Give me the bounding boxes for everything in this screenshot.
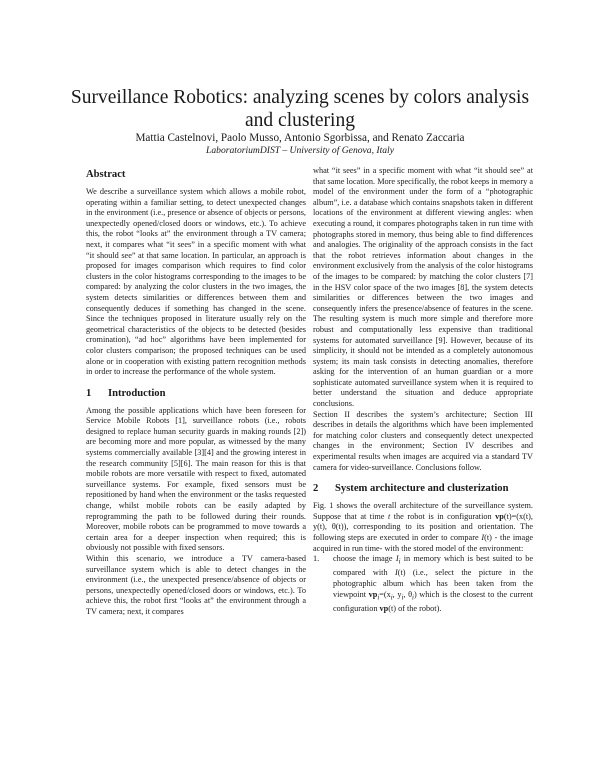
- section-2-number: 2: [313, 483, 319, 495]
- section-1-number: 1: [86, 387, 92, 399]
- intro-paragraph-1: Among the possible applications which have been foreseen for Service Mobile Robots [1], surveillance robots (i.e., robots designed to replace human security guards in making rounds [2]) are becoming more and more popular, as witnessed by the many systems commercially available [3][4] and the growing interest in the research community [5][6]. The main reason for this is that mobile robots are more versatile with respect to fixed, automated surveillance systems. For example, fixed sensors must be repositioned by hand when the environment or the tasks requested change, whilst mobile robots can be easily adapted by reprogramming the path to be followed during their rounds. Moreover, mobile robots can be programmed to move towards a certain area for a deeper inspection when required; this is obviously not possible with fixed sensors.: [86, 405, 306, 553]
- intro-paragraph-3: Section II describes the system’s architecture; Section III describes in details the algorithms which have been implemented for matching color clusters and consequently detect unexpected changes in the environment; Section IV describes and experimental results when images are acquired via a standard TV camera for video-surveillance. Conclusions follow.: [313, 409, 533, 472]
- section-2-paragraph-1: Fig. 1 shows the overall architecture of the surveillance system. Suppose that at time t the robot is in configuration vp(t)=(x(t), y(t), θ(t)), corresponding to its position and orientation. The following steps are executed in order to compare I(t) - the image acquired in run time- with the stored model of the environment:: [313, 501, 533, 553]
- abstract-heading: Abstract: [86, 169, 126, 180]
- right-column: [313, 166, 533, 614]
- section-1-heading: [86, 387, 306, 400]
- section-2-title: System architecture and clusterization: [335, 483, 509, 495]
- list-item: 1. choose the image $I_i$ in memory which is best suited to be compared with I(t) (i.e., select the picture in the photographic album which has been taken from the viewpoint $vp_i=(x_i$, $y_i$, $\theta_i$) which is the closest to the current configuration vp(t) of the robot).: [313, 554, 534, 613]
- abstract-text: We describe a surveillance system which allows a mobile robot, operating within a familiar setting, to detect unexpected changes in the environment (i.e., presence or absence of objects or persons, unexpectedly opened/closed doors or windows, etc.). To achieve this, the robot “looks at” the environment through a TV camera; next, it compares what “it sees” in a specific moment with what “it should see” at that same location. In particular, an approach is proposed for images comparison which requires to find color clusters in the color histograms corresponding to the images to be compared: by analyzing the color clusters in the two images, the system detects similarities or differences between them and consequently deduces if something has changed in the scene. Since the techniques proposed in literature usually rely on the geometrical characteristics of the objects to be detected (besides cromination), “ad hoc” algorithms have been implemented for color clusters comparison; the proposed techniques can be used alone or in cooperation with existing pattern recognition methods in order to increase the performance of the whole system.: [86, 187, 306, 377]
- procedure-list: [313, 554, 533, 614]
- list-marker: 1.: [313, 554, 320, 564]
- intro-paragraph-2-continued: what “it sees” in a specific moment with what “it should see” at that same location. More specifically, the robot keeps in memory a model of the environment under the form of a “photographic album”, i.e. a database which contains snapshots taken in different locations of the environment at different viewing angles: when executing a round, it compares photographs taken in run time with photographs stored in memory, thus being able to find differences and analogies. The originality of the approach consists in the fact that the robot retrieves information about changes in the environment exclusively from the analysis of the color histograms of the images to be compared: by matching the color clusters [7] in the HSV color space of the two images [8], the system detects similarities or differences between the two images and consequently infers the presence/absence of features in the scene. The resulting system is much more simple and therefore more robust and computationally less expensive than traditional systems for automated surveillance [9]. However, because of its simplicity, it should not be intended as a completely autonomous system; its main task consists in detecting anomalies, therefore asking for the intervention of an human guardian or a more sophisticate automated surveillance system when it is required to better understand the situation and deduce appropriate conclusions.: [313, 166, 533, 409]
- affiliation: LaboratoriumDIST – University of Genova, Italy: [206, 145, 394, 156]
- intro-paragraph-2: Within this scenario, we introduce a TV camera-based surveillance system which is able to detect changes in the environment (i.e., the unexpected presence/absence of objects or persons, unexpectedly opened/closed doors or windows, etc.). To achieve this, the robot first “looks at” the environment through a TV camera; next, it compares: [86, 554, 306, 616]
- left-column: [86, 166, 306, 618]
- paper-title: Surveillance Robotics: analyzing scenes by colors analysis and clustering: [70, 87, 530, 131]
- author-list: Mattia Castelnovi, Paolo Musso, Antonio Sgorbissa, and Renato Zaccaria: [135, 132, 465, 144]
- section-2-heading: [313, 482, 533, 495]
- section-1-title: Introduction: [108, 387, 166, 399]
